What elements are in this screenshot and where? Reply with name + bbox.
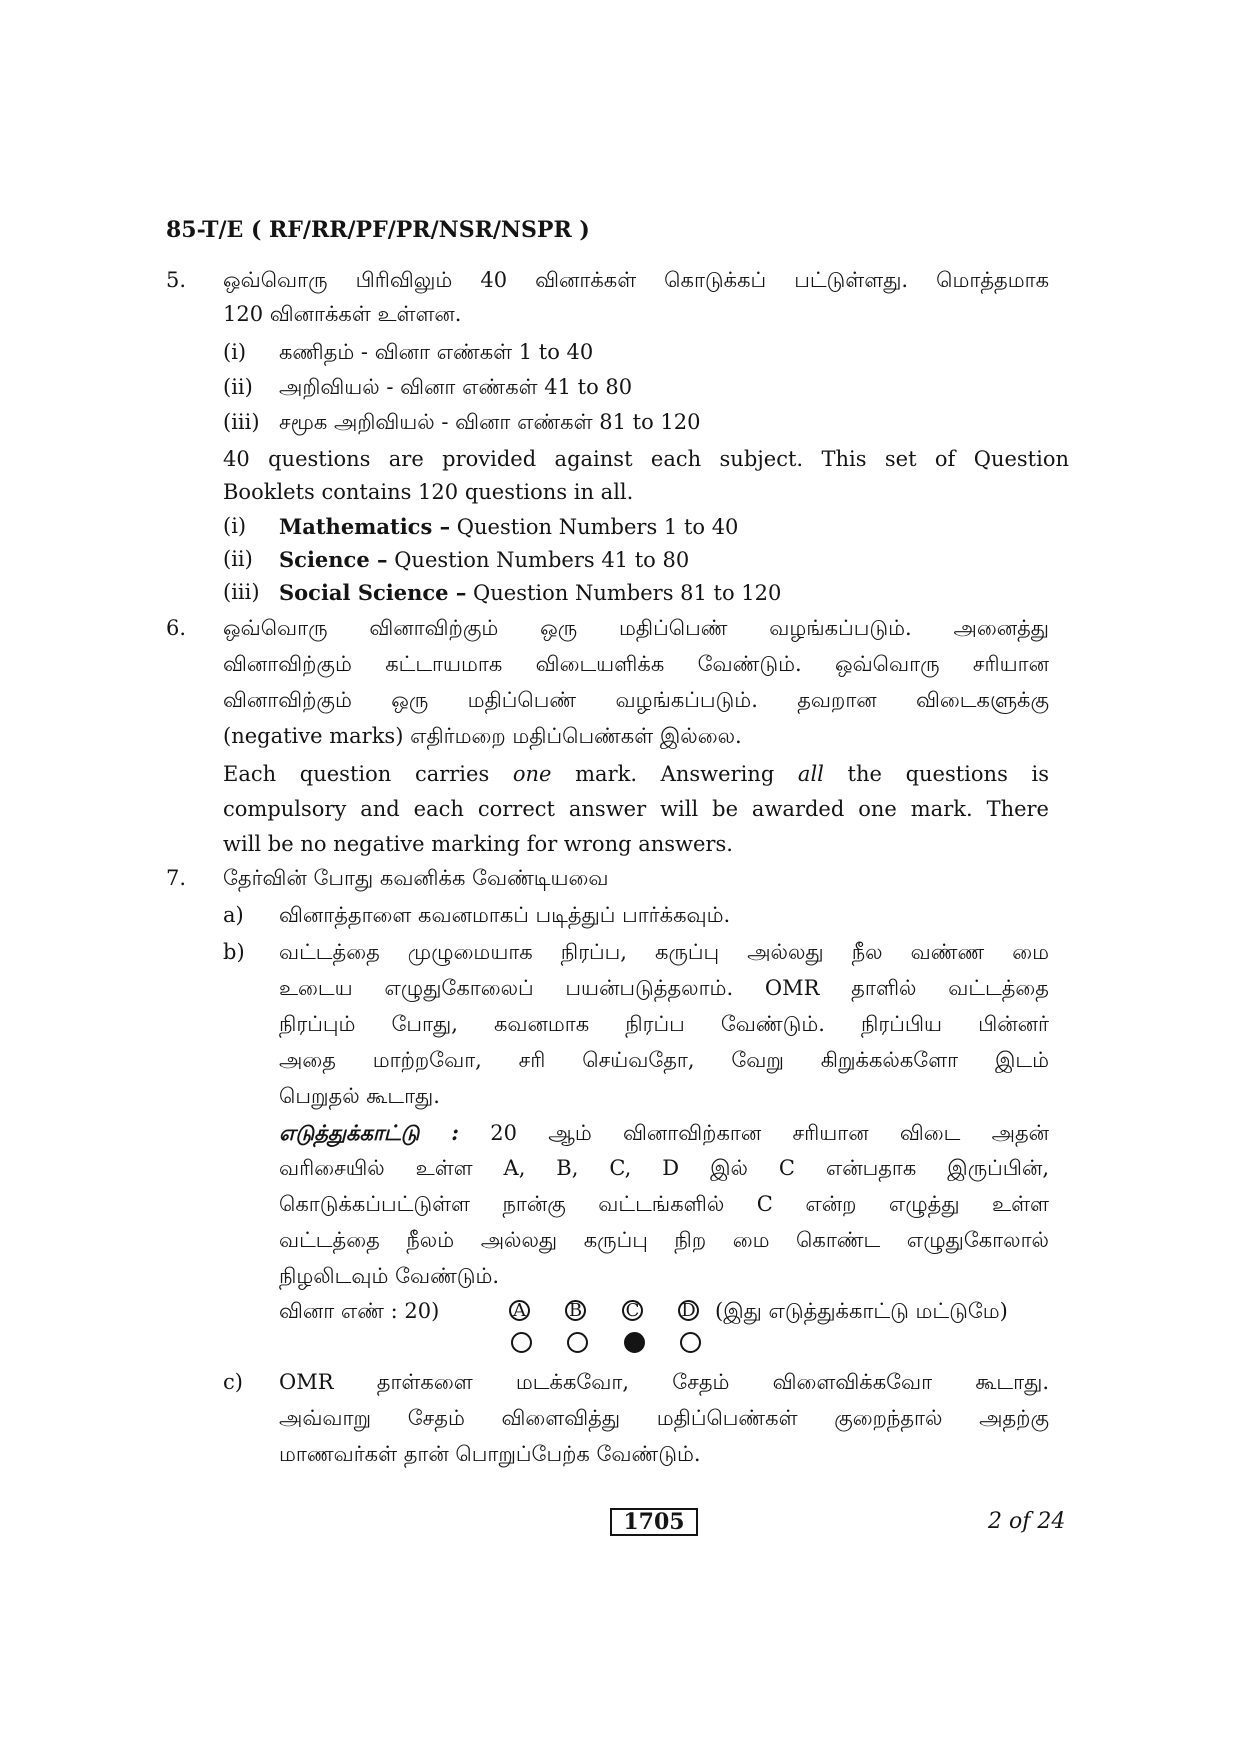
item-5-english-sub-label: (iii) — [223, 580, 260, 604]
text-run: Each question carries — [223, 762, 513, 786]
item-7c-label: c) — [223, 1370, 243, 1394]
item-7c-line: மாணவர்கள் தான் பொறுப்பேற்க வேண்டும். — [279, 1442, 701, 1466]
booklet-code-box: 1705 — [610, 1508, 698, 1536]
text-run: the questions is — [823, 762, 1049, 786]
example-line: நிழலிடவும் வேண்டும். — [279, 1264, 500, 1288]
example-line-1 — [279, 1120, 1049, 1148]
item-7b-label: b) — [223, 940, 245, 964]
item-7a-label: a) — [223, 903, 244, 927]
subject-name: Mathematics – — [279, 514, 451, 539]
item-5-tamil-sub-label: (i) — [223, 340, 247, 364]
item-5-tamil-sub-text: சமூக அறிவியல் - வினா எண்கள் 81 to 120 — [279, 410, 701, 434]
item-7b-line: பெறுதல் கூடாது. — [279, 1084, 440, 1108]
item-5-english-sub-text — [279, 547, 689, 572]
item-6-english-line-1 — [223, 762, 1049, 786]
example-line: வரிசையில் உள்ள A, B, C, D இல் C என்பதாக இருப்பின், — [279, 1156, 1049, 1180]
item-5-tamil-line-1: ஒவ்வொரு பிரிவிலும் 40 வினாக்கள் கொடுக்கப் பட்டுள்ளது. மொத்தமாக — [223, 268, 1049, 292]
item-7b-line: வட்டத்தை முழுமையாக நிரப்ப, கருப்பு அல்லது நீல வண்ண மை — [279, 940, 1049, 964]
item-5-tamil-sub-text: அறிவியல் - வினா எண்கள் 41 to 80 — [279, 375, 633, 399]
item-6-tamil-line: ஒவ்வொரு வினாவிற்கும் ஒரு மதிப்பெண் வழங்கப்படும். அனைத்து — [223, 616, 1049, 640]
omr-bubble-b — [567, 1332, 588, 1353]
omr-bubble-c-filled — [624, 1332, 645, 1353]
item-6-tamil-line: (negative marks) எதிர்மறை மதிப்பெண்கள் இல்லை. — [223, 724, 742, 748]
italic-emphasis: all — [797, 762, 824, 786]
text-run: mark. Answering — [551, 762, 798, 786]
item-6-english-line-2: compulsory and each correct answer will be awarded one mark. There — [223, 797, 1049, 821]
item-5-english-sub-label: (ii) — [223, 547, 253, 571]
item-5-english-line-1: 40 questions are provided against each subject. This set of Question — [223, 447, 1069, 471]
item-5-tamil-sub-text: கணிதம் - வினா எண்கள் 1 to 40 — [279, 340, 594, 364]
question-range: Question Numbers 41 to 80 — [387, 548, 690, 572]
subject-name: Science – — [279, 547, 388, 572]
item-7c-line: OMR தாள்களை மடக்கவோ, சேதம் விளைவிக்கவோ கூடாது. — [279, 1370, 1049, 1394]
example-note: (இது எடுத்துக்காட்டு மட்டுமே) — [715, 1299, 1008, 1323]
item-7-title: தேர்வின் போது கவனிக்க வேண்டியவை — [223, 866, 609, 890]
item-5-number: 5. — [166, 268, 187, 292]
item-7-number: 7. — [166, 866, 187, 890]
item-5-english-line-2: Booklets contains 120 questions in all. — [223, 480, 634, 504]
page-number: 2 of 24 — [988, 1509, 1066, 1534]
option-circle-d: D — [678, 1300, 699, 1321]
question-number-label: வினா எண் : 20) — [279, 1299, 440, 1323]
item-6-tamil-line: வினாவிற்கும் கட்டாயமாக விடையளிக்க வேண்டும். ஒவ்வொரு சரியான — [223, 652, 1049, 676]
item-7c-line: அவ்வாறு சேதம் விளைவித்து மதிப்பெண்கள் குறைந்தால் அதற்கு — [279, 1406, 1049, 1430]
omr-bubble-d — [680, 1332, 701, 1353]
italic-emphasis: one — [512, 762, 552, 786]
document-header: 85-T/E ( RF/RR/PF/PR/NSR/NSPR ) — [166, 217, 590, 243]
subject-name: Social Science – — [279, 580, 467, 605]
option-circle-c: C — [622, 1300, 643, 1321]
item-7b-line: நிரப்பும் போது, கவனமாக நிரப்ப வேண்டும். நிரப்பிய பின்னர் — [279, 1012, 1049, 1036]
option-circle-b: B — [565, 1300, 586, 1321]
item-6-tamil-line: வினாவிற்கும் ஒரு மதிப்பெண் வழங்கப்படும். தவறான விடைகளுக்கு — [223, 688, 1049, 712]
item-5-english-sub-label: (i) — [223, 514, 247, 538]
question-range: Question Numbers 1 to 40 — [450, 515, 739, 539]
omr-bubble-a — [511, 1332, 532, 1353]
item-5-tamil-sub-label: (ii) — [223, 375, 253, 399]
example-line: வட்டத்தை நீலம் அல்லது கருப்பு நிற மை கொண்ட எழுதுகோலால் — [279, 1228, 1049, 1252]
question-range: Question Numbers 81 to 120 — [466, 581, 782, 605]
item-5-tamil-sub-label: (iii) — [223, 410, 260, 434]
item-6-english-line-3: will be no negative marking for wrong answers. — [223, 832, 733, 856]
option-circle-a: A — [509, 1300, 530, 1321]
item-5-english-sub-text — [279, 514, 738, 539]
item-5-tamil-line-2: 120 வினாக்கள் உள்ளன. — [223, 302, 462, 326]
item-7b-line: உடைய எழுதுகோலைப் பயன்படுத்தலாம். OMR தாளில் வட்டத்தை — [279, 976, 1049, 1000]
example-line: கொடுக்கப்பட்டுள்ள நான்கு வட்டங்களில் C என்ற எழுத்து உள்ள — [279, 1192, 1049, 1216]
item-6-number: 6. — [166, 616, 187, 640]
text-run: 20 ஆம் வினாவிற்கான சரியான விடை அதன் — [459, 1121, 1049, 1145]
item-7a-text: வினாத்தாளை கவனமாகப் படித்துப் பார்க்கவும். — [279, 903, 731, 927]
example-label: எடுத்துக்காட்டு : — [279, 1120, 459, 1145]
item-7b-line: அதை மாற்றவோ, சரி செய்வதோ, வேறு கிறுக்கல்களோ இடம் — [279, 1048, 1049, 1072]
item-5-english-sub-text — [279, 580, 781, 605]
